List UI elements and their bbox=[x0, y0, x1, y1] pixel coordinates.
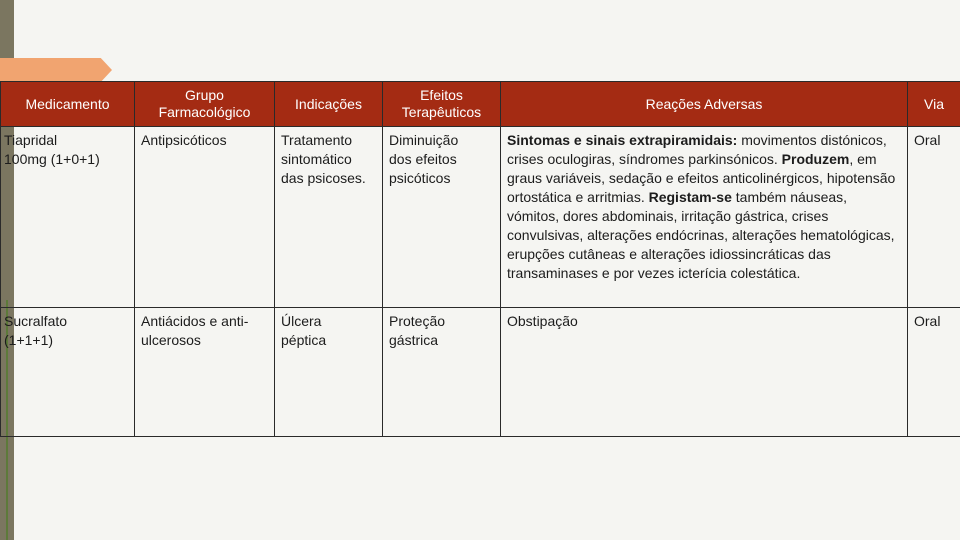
cell-efeitos: Proteção gástrica bbox=[383, 308, 501, 437]
table-row bbox=[1, 308, 960, 437]
cell-grupo: Antiácidos e anti- ulcerosos bbox=[135, 308, 275, 437]
header-efeitos-terapeuticos: Efeitos Terapêuticos bbox=[383, 82, 501, 127]
cell-indicacoes: Úlcera péptica bbox=[275, 308, 383, 437]
cell-indicacoes: Tratamento sintomático das psicoses. bbox=[275, 127, 383, 308]
cell-medicamento: Tiapridal 100mg (1+0+1) bbox=[1, 127, 135, 308]
medication-table bbox=[0, 81, 960, 437]
header-indicacoes: Indicações bbox=[275, 82, 383, 127]
header-reacoes-adversas: Reações Adversas bbox=[501, 82, 908, 127]
header-medicamento: Medicamento bbox=[1, 82, 135, 127]
cell-efeitos: Diminuição dos efeitos psicóticos bbox=[383, 127, 501, 308]
header-grupo-farmacologico: Grupo Farmacológico bbox=[135, 82, 275, 127]
header-accent-tab bbox=[0, 58, 112, 82]
cell-grupo: Antipsicóticos bbox=[135, 127, 275, 308]
cell-reacoes: Obstipação bbox=[501, 308, 908, 437]
table-header-row bbox=[1, 82, 960, 127]
cell-via: Oral bbox=[908, 127, 960, 308]
cell-medicamento: Sucralfato (1+1+1) bbox=[1, 308, 135, 437]
header-via: Via bbox=[908, 82, 960, 127]
cell-reacoes: Sintomas e sinais extrapiramidais: movimentos distónicos, crises oculogiras, síndromes parkinsónicos. Produzem, em graus variáveis, sedação e efeitos anticolinérgicos, hipotensão ortostática e arritmias. Registam-se também náuseas, vómitos, dores abdominais, irritação gástrica, crises convulsivas, alterações endócrinas, alterações hematológicas, erupções cutâneas e alterações idiossincráticas das transaminases e por vezes icterícia colestática. bbox=[501, 127, 908, 308]
cell-via: Oral bbox=[908, 308, 960, 437]
table-row bbox=[1, 127, 960, 308]
